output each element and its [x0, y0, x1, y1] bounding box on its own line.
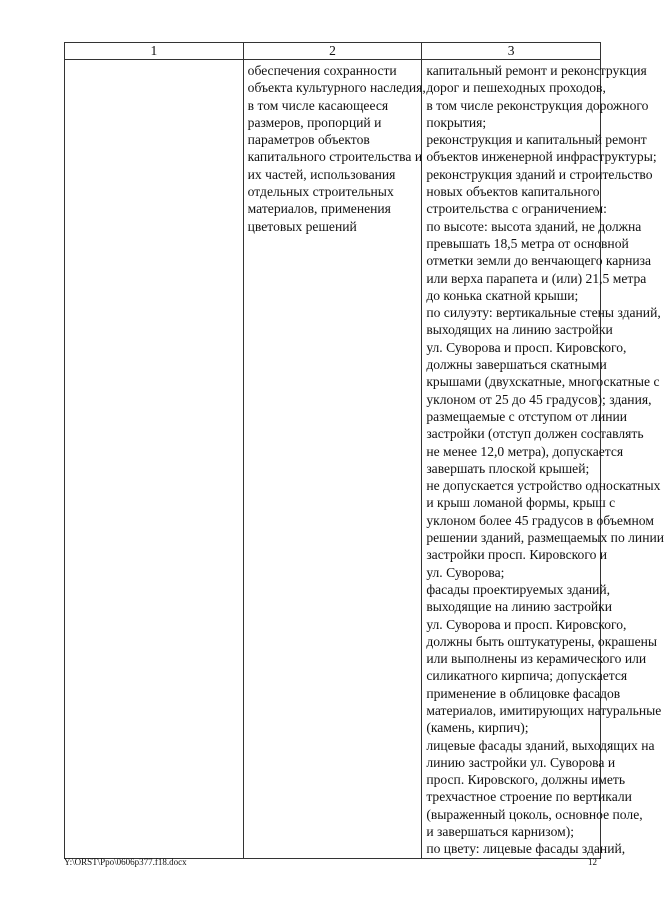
text-line: покрытия;	[426, 114, 487, 130]
text-line: должны быть оштукатурены, окрашены	[426, 633, 658, 649]
text-line: строительства с ограничением:	[426, 201, 607, 217]
text-line: материалов, имитирующих натуральные	[426, 702, 662, 718]
text-line: решении зданий, размещаемых по линии	[426, 530, 664, 546]
text-line: отметки земли до венчающего карниза	[426, 253, 652, 269]
column-3-header: 3	[422, 43, 601, 60]
column-2-header: 2	[243, 43, 422, 60]
text-line: капитального строительства и	[247, 149, 423, 165]
text-line: крышами (двухскатные, многоскатные с	[426, 374, 660, 390]
text-line: и крыш ломаной формы, крыш с	[426, 495, 616, 511]
text-line: превышать 18,5 метра от основной	[426, 235, 629, 251]
text-line: застройки просп. Кировского и	[426, 547, 608, 563]
text-line: и завершаться карнизом);	[426, 824, 575, 840]
text-line: не допускается устройство односкатных	[426, 478, 661, 494]
text-line: просп. Кировского, должны иметь	[426, 772, 626, 788]
text-line: силикатного кирпича; допускается	[426, 668, 628, 684]
footer-file-path: Y:\ORST\Ppo\0606p377.f18.docx	[64, 857, 187, 867]
text-line: не менее 12,0 метра), допускается	[426, 443, 624, 459]
text-line: уклоном более 45 градусов в объемном	[426, 512, 654, 528]
text-line: ул. Суворова и просп. Кировского,	[426, 339, 627, 355]
text-line: по высоте: высота зданий, не должна	[426, 218, 642, 234]
column-2-text	[244, 60, 426, 235]
text-line: или верха парапета и (или) 21,5 метра	[426, 270, 647, 286]
text-line: трехчастное строение по вертикали	[426, 789, 632, 805]
text-line: материалов, применения	[247, 201, 391, 217]
column-3-text	[422, 60, 664, 858]
column-2-cell	[243, 60, 426, 859]
text-line: фасады проектируемых зданий,	[426, 581, 611, 597]
text-line: размещаемые с отступом от линии	[426, 408, 628, 424]
regulation-table	[64, 42, 664, 859]
text-line: завершать плоской крышей;	[426, 460, 590, 476]
text-line: реконструкция и капитальный ремонт	[426, 132, 647, 148]
text-line: до конька скатной крыши;	[426, 287, 579, 303]
text-line: параметров объектов	[247, 132, 370, 148]
text-line: застройки (отступ должен составлять	[426, 426, 644, 442]
text-line: объектов инженерной инфраструктуры;	[426, 149, 657, 165]
text-line: объекта культурного наследия,	[247, 80, 426, 96]
text-line: в том числе касающееся	[247, 97, 389, 113]
table-header-row	[65, 43, 601, 60]
text-line: обеспечения сохранности	[247, 63, 397, 78]
text-line: цветовых решений	[247, 218, 357, 234]
text-line: ул. Суворова;	[426, 564, 505, 580]
text-line: или выполнены из керамического или	[426, 651, 647, 667]
text-line: новых объектов капитального	[426, 184, 600, 200]
text-line: ул. Суворова и просп. Кировского,	[426, 616, 627, 632]
text-line: отдельных строительных	[247, 184, 394, 200]
text-line: (камень, кирпич);	[426, 720, 529, 736]
text-line: размеров, пропорций и	[247, 114, 382, 130]
text-line: их частей, использования	[247, 166, 396, 182]
text-line: уклоном от 25 до 45 градусов); здания,	[426, 391, 652, 407]
text-line: в том числе реконструкция дорожного	[426, 97, 649, 113]
text-line: линию застройки ул. Суворова и	[426, 754, 616, 770]
text-line: выходящие на линию застройки	[426, 599, 613, 615]
text-line: лицевые фасады зданий, выходящих на	[426, 737, 655, 753]
text-line: должны завершаться скатными	[426, 357, 607, 373]
column-1-cell	[65, 60, 244, 859]
text-line: (выраженный цоколь, основное поле,	[426, 806, 643, 822]
text-line: реконструкция зданий и строительство	[426, 166, 653, 182]
column-3-cell	[422, 60, 664, 859]
column-1-header: 1	[65, 43, 244, 60]
text-line: по силуэту: вертикальные стены зданий,	[426, 305, 661, 321]
text-line: по цвету: лицевые фасады зданий,	[426, 841, 626, 857]
text-line: выходящих на линию застройки	[426, 322, 613, 338]
text-line: капитальный ремонт и реконструкция	[426, 63, 647, 78]
table-row	[65, 60, 601, 859]
footer-page-number: 12	[588, 857, 597, 867]
text-line: дорог и пешеходных проходов,	[426, 80, 606, 96]
text-line: применение в облицовке фасадов	[426, 685, 621, 701]
